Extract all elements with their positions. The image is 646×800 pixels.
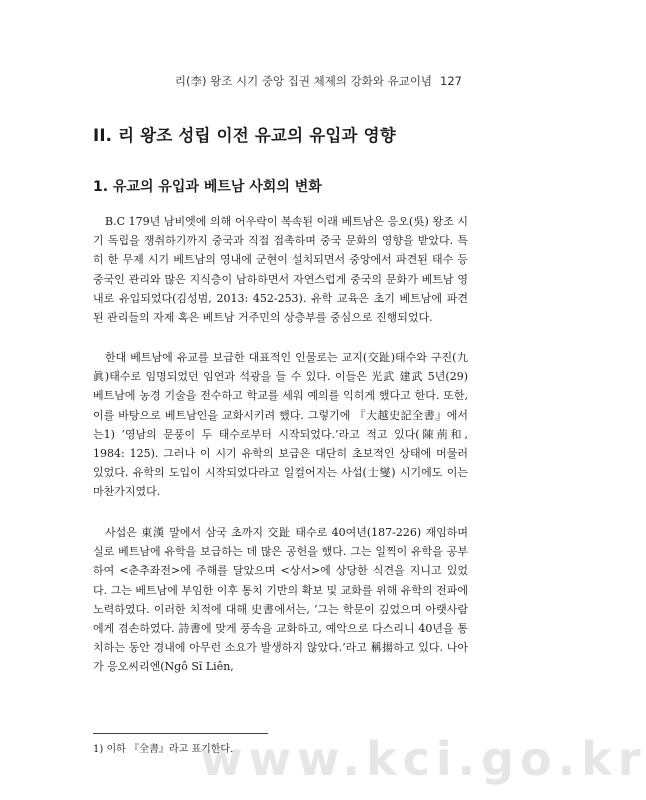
paragraph-text: 사섭은 東漢 말에서 삼국 초까지 交趾 태수로 40여년(187-226) 재임하며 실로 베트남에 유학을 보급하는 데 많은 공헌을 했다. 그는 일찍이 유학을 공부하여 <춘추좌전>에 주해를 달았으며 <상서>에 상당한 식견을 지니고 있었다. 그는 베트남에 부임한 이후 통치 기반의 확보 및 교화를 위해 유학의 전파에 노력하였다. 이러한 치적에 대해 史書에서는, ‘그는 학문이 깊었으며 아랫사람에게 겸손하였다. 詩書에 맞게 풍속을 교화하고, 예악으로 다스리니 40년을 통치하는 동안 경내에 아무런 소요가 발생하지 않았다.’라고 稱揚하고 있다. 나아가 응오씨리엔(Ngô Sĩ Liên, [93,526,468,674]
paragraph-text: 한대 베트남에 유교를 보급한 대표적인 인물로는 교지(交趾)태수와 구진(九眞)태수로 임명되었던 임연과 석광을 들 수 있다. 이들은 光武 建武 5년(29) 베트남에 농경 기술을 전수하고 학교를 세워 예의를 익히게 했다고 한다. 또한, 이를 바탕으로 베트남인을 교화시키려 했다. 그렇기에 『大越史記全書』에서는1) ‘영남의 문풍이 두 태수로부터 시작되었다.’라고 적고 있다(陳荊和, 1984: 125). 그러나 이 시기 유학의 보급은 대단히 초보적인 상태에 머물러 있었다. 유학의 도입이 시작되었다라고 일컬어지는 사섭(士燮) 시기에도 이는 마찬가지였다. [93,351,468,499]
section-title: II. 리 왕조 성립 이전 유교의 유입과 영향 [93,126,396,145]
page-number: 127 [440,74,462,88]
running-title: 리(李) 왕조 시기 중앙 집권 체제의 강화와 유교이념 [174,74,433,88]
footnote: 1) 이하 『全書』라고 표기한다. [93,744,234,755]
paragraph-1 [93,212,468,327]
watermark: www.kci.go.kr [200,732,646,786]
subsection-title: 1. 유교의 유입과 베트남 사회의 변화 [93,179,322,195]
paragraph-text: B.C 179년 남비엣에 의해 어우락이 복속된 이래 베트남은 응오(吳) 왕조 시기 독립을 쟁취하기까지 중국과 직접 접촉하며 중국 문화의 영향을 받았다. 특히 한 무제 시기 베트남의 영내에 군현이 설치되면서 중앙에서 파견된 태수 등 중국인 관리와 많은 지식층이 남하하면서 자연스럽게 중국의 문화가 베트남 영내로 유입되었다(김성범, 2013: 452-253). 유학 교육은 초기 베트남에 파견된 관리들의 자제 혹은 베트남 거주민의 상층부를 중심으로 진행되었다. [93,215,468,325]
footnote-divider [93,733,268,734]
paragraph-3 [93,523,468,677]
paragraph-2 [93,348,468,502]
running-header [175,73,462,89]
